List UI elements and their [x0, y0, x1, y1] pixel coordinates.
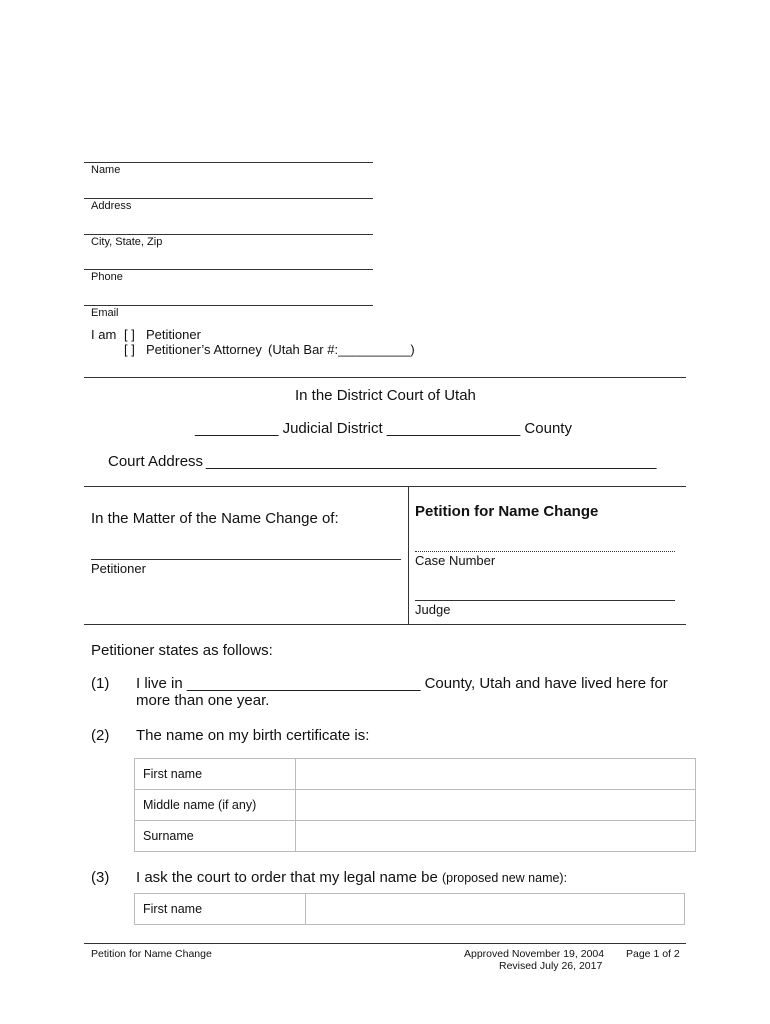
name-line[interactable] — [84, 162, 373, 163]
footer-form-name: Petition for Name Change — [91, 948, 212, 960]
item1-text[interactable]: I live in ____________________________ County, Utah and have lived here for more than one year. — [136, 675, 668, 709]
phone-label: Phone — [91, 271, 123, 283]
footer-revised: Revised July 26, 2017 — [499, 960, 603, 972]
caption-bottom-border — [84, 624, 686, 625]
item2-text: The name on my birth certificate is: — [136, 727, 370, 744]
footer-divider — [84, 943, 686, 944]
matter-of-label: In the Matter of the Name Change of: — [91, 510, 339, 527]
name-label: Name — [91, 164, 121, 176]
item3-main-text: I ask the court to order that my legal name be — [136, 869, 438, 886]
case-number-line[interactable] — [415, 551, 675, 552]
address-label: Address — [91, 200, 132, 212]
item3-text — [136, 869, 567, 886]
new-name-table — [134, 893, 685, 925]
item3-number: (3) — [91, 869, 110, 886]
utah-bar-field[interactable]: (Utah Bar #:__________) — [268, 342, 415, 357]
address-line[interactable] — [84, 198, 373, 199]
footer-page-number: Page 1 of 2 — [626, 948, 680, 960]
birth-first-name-label: First name — [135, 759, 296, 790]
court-title: In the District Court of Utah — [295, 387, 476, 404]
attorney-option-label: Petitioner’s Attorney — [146, 342, 262, 357]
petitioner-option-label: Petitioner — [146, 327, 201, 342]
divider-top — [84, 377, 686, 378]
item1-number: (1) — [91, 675, 110, 692]
petitioner-label: Petitioner — [91, 561, 146, 576]
new-first-name-label: First name — [135, 894, 306, 925]
document-title: Petition for Name Change — [415, 503, 599, 520]
case-number-label: Case Number — [415, 553, 496, 568]
judicial-district-line[interactable]: __________ Judicial District ________________ County — [195, 420, 572, 437]
table-row — [135, 759, 696, 790]
table-row — [135, 821, 696, 852]
new-first-name-input[interactable] — [306, 894, 685, 925]
birth-surname-label: Surname — [135, 821, 296, 852]
item3-note: (proposed new name): — [442, 871, 568, 885]
judge-line[interactable] — [415, 600, 675, 601]
birth-surname-input[interactable] — [296, 821, 696, 852]
court-address-label: Court Address — [108, 453, 204, 470]
city-state-zip-label: City, State, Zip — [91, 236, 163, 248]
birth-name-table — [134, 758, 696, 852]
petitioner-name-line[interactable] — [91, 559, 401, 560]
court-address-blank[interactable]: ______________________________________________________ — [206, 453, 657, 470]
petitioner-checkbox[interactable]: [ ] — [124, 327, 135, 342]
intro-text: Petitioner states as follows: — [91, 642, 273, 659]
table-row — [135, 790, 696, 821]
footer-approved: Approved November 19, 2004 — [464, 948, 605, 960]
email-line[interactable] — [84, 305, 373, 306]
city-state-zip-line[interactable] — [84, 234, 373, 235]
email-label: Email — [91, 307, 119, 319]
phone-line[interactable] — [84, 269, 373, 270]
birth-middle-name-label: Middle name (if any) — [135, 790, 296, 821]
item2-number: (2) — [91, 727, 110, 744]
caption-divider — [408, 486, 409, 624]
i-am-label: I am — [91, 327, 117, 342]
table-row — [135, 894, 685, 925]
attorney-checkbox[interactable]: [ ] — [124, 342, 135, 357]
birth-middle-name-input[interactable] — [296, 790, 696, 821]
caption-top-border — [84, 486, 686, 487]
judge-label: Judge — [415, 602, 451, 617]
birth-first-name-input[interactable] — [296, 759, 696, 790]
